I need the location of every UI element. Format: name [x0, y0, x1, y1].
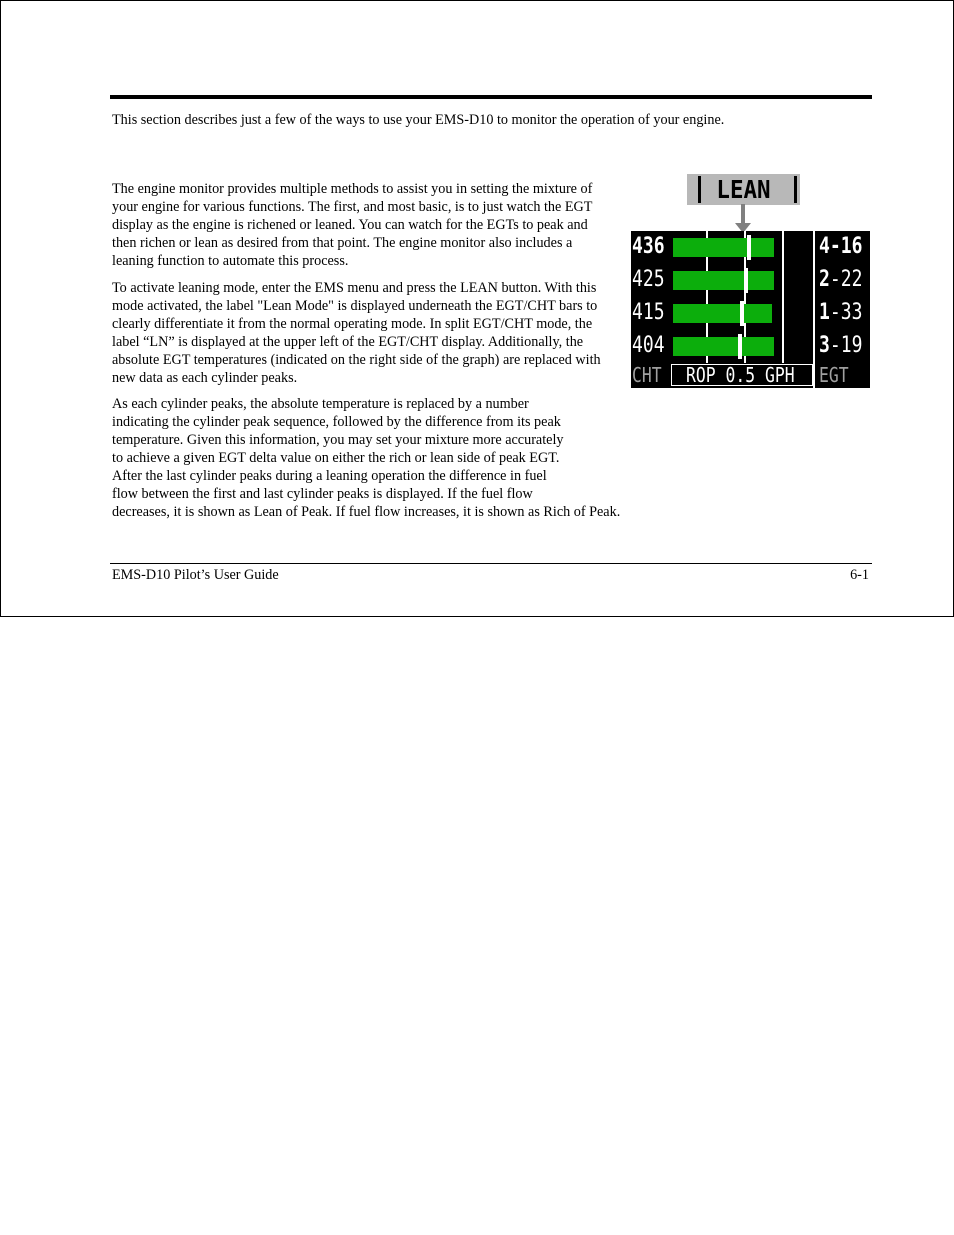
egt-bar	[673, 271, 774, 290]
page-number: 6-1	[850, 567, 869, 583]
paragraph-1: The engine monitor provides multiple methods to assist you in setting the mixture of your engine for various functions. The first, and most basic, is to just watch the EGT display as the engine is richened or leaned. You can watch for the EGTs to peak and then richen or lean as desired from that point. The engine monitor also includes a leaning function to automate this process.	[112, 181, 593, 269]
intro-text: This section describes just a few of the ways to use your EMS-D10 to monitor the operation of your engine.	[112, 112, 725, 128]
top-rule	[110, 95, 872, 99]
egt-cht-display	[631, 231, 870, 388]
peak-sequence: 4	[819, 234, 830, 259]
cht-value: 425	[632, 267, 665, 292]
cht-value: 404	[632, 333, 665, 358]
egt-peak-value	[819, 234, 862, 260]
lean-button-right-bar	[794, 176, 797, 203]
peak-delta: -19	[829, 333, 863, 358]
footer-title: EMS-D10 Pilot’s User Guide	[112, 567, 279, 583]
paragraph-2: To activate leaning mode, enter the EMS menu and press the LEAN button. With this mode activated, the label "Lean Mode" is displayed underneath the EGT/CHT bars to clearly differentiate it from the normal operating mode. In split EGT/CHT mode, the label “LN” is displayed at the upper left of the EGT/CHT display. Additionally, the absolute EGT temperatures (indicated on the right side of the graph) are replaced with new data as each cylinder peaks.	[112, 280, 601, 386]
peak-delta: -16	[829, 234, 863, 259]
cht-value: 436	[632, 234, 665, 259]
egt-graph-area	[671, 231, 811, 363]
peak-sequence: 1	[819, 300, 830, 325]
paragraph-3-line: indicating the cylinder peak sequence, followed by the difference from its peak	[112, 414, 561, 430]
paragraph-3-line: decreases, it is shown as Lean of Peak. If fuel flow increases, it is shown as Rich of Peak.	[112, 504, 621, 520]
graph-gridline	[782, 231, 784, 363]
paragraph-3-line: As each cylinder peaks, the absolute temperature is replaced by a number	[112, 396, 529, 412]
paragraph-3-line: flow between the first and last cylinder peaks is displayed. If the fuel flow	[112, 486, 533, 502]
paragraph-3-line: temperature. Given this information, you may set your mixture more accurately	[112, 432, 564, 448]
egt-peak-marker	[744, 268, 748, 293]
footer-rule	[110, 563, 872, 564]
peak-sequence: 2	[819, 267, 830, 292]
peak-delta: -22	[829, 267, 863, 292]
cht-value: 415	[632, 300, 665, 325]
egt-bar	[673, 238, 774, 257]
paragraph-3-line: After the last cylinder peaks during a leaning operation the difference in fuel	[112, 468, 547, 484]
egt-peak-value	[819, 267, 862, 293]
lean-button[interactable]	[687, 174, 800, 205]
egt-label: EGT	[819, 363, 849, 387]
cht-label: CHT	[632, 363, 662, 387]
graph-right-border	[813, 231, 815, 388]
egt-peak-marker	[738, 334, 742, 359]
peak-sequence: 3	[819, 333, 830, 358]
body-column	[112, 180, 612, 396]
egt-peak-value	[819, 333, 862, 359]
egt-peak-value	[819, 300, 862, 326]
egt-peak-marker	[740, 301, 744, 326]
egt-bar	[673, 337, 774, 356]
arrow-down-icon	[733, 204, 753, 234]
paragraph-3	[112, 395, 712, 521]
lean-button-label: LEAN	[716, 175, 771, 204]
paragraph-3-line: to achieve a given EGT delta value on either the rich or lean side of peak EGT.	[112, 450, 560, 466]
fuel-flow-label: ROP 0.5 GPH	[686, 363, 795, 387]
egt-bar	[673, 304, 772, 323]
peak-delta: -33	[829, 300, 863, 325]
egt-peak-marker	[747, 235, 751, 260]
